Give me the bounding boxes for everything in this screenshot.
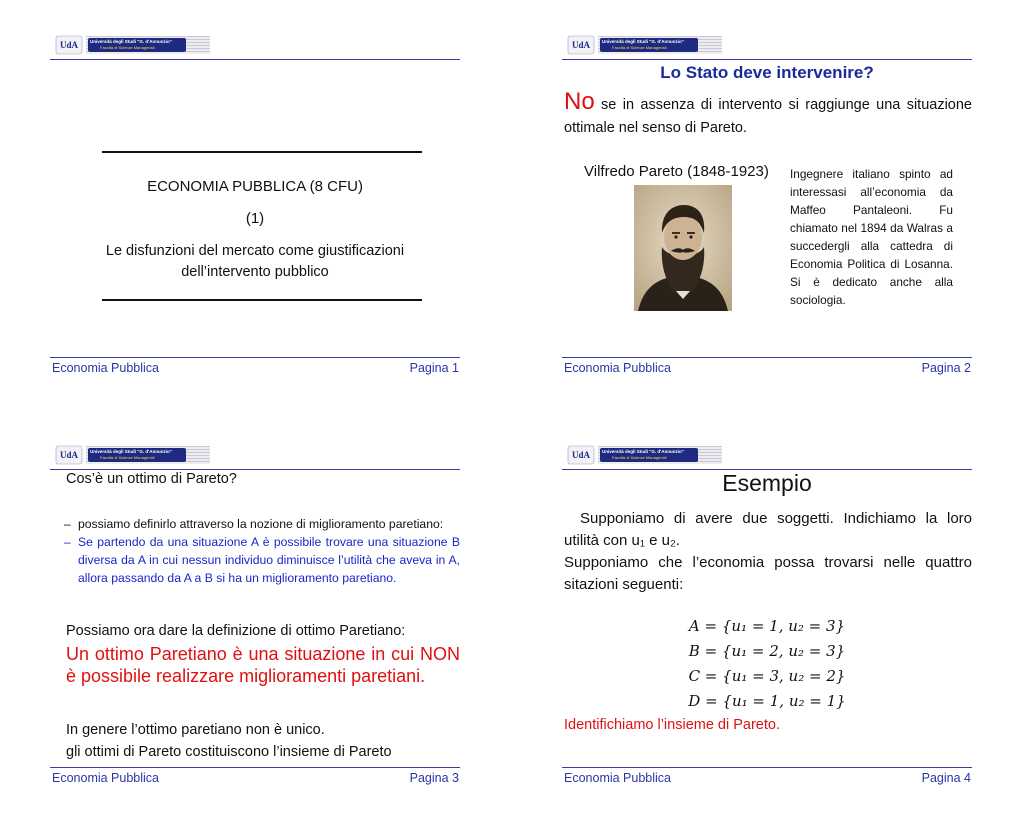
university-name: Università degli Studi "G. d'Annunzio" [90, 449, 172, 454]
equations-block [562, 614, 972, 714]
footer-page: Pagina 2 [921, 361, 971, 375]
footer-course: Economia Pubblica [564, 361, 672, 375]
university-header [562, 444, 722, 466]
list-item [64, 515, 460, 533]
course-title: ECONOMIA PUBBLICA (8 CFU) [147, 178, 363, 195]
dash-bullet: – [64, 517, 71, 531]
lecture-number: (1) [245, 210, 265, 227]
note-line-1: In genere l’ottimo paretiano non è unico. [66, 722, 325, 738]
example-text-1: Supponiamo di avere due soggetti. Indichiamo la loro utilità con u₁ e u₂. [564, 510, 972, 549]
intro-text: se in assenza di intervento si raggiunge una situazione ottimale nel senso di Pareto. [564, 97, 972, 136]
note-line-2: gli ottimi di Pareto costituiscono l’insieme di Pareto [66, 744, 392, 760]
no-word: No [564, 88, 595, 115]
university-header [50, 34, 210, 56]
example-paragraph [564, 508, 972, 596]
university-logo-icon [50, 444, 88, 466]
equation: B = {u₁ = 2, u₂ = 3} [688, 642, 846, 660]
university-banner [600, 38, 698, 52]
title-top-rule [102, 151, 422, 153]
slide-3 [50, 440, 460, 820]
university-banner [88, 38, 186, 52]
footer-course: Economia Pubblica [564, 771, 672, 785]
footer-page: Pagina 1 [409, 361, 459, 375]
bullet-text: possiamo definirlo attraverso la nozione di miglioramento paretiano: [78, 517, 444, 531]
list-item [64, 533, 460, 587]
footer-page: Pagina 4 [921, 771, 971, 785]
university-name: Università degli Studi "G. d'Annunzio" [602, 449, 684, 454]
slide-title: Esempio [722, 470, 812, 496]
faculty-name: Facoltà di Scienze Manageriali [100, 455, 155, 460]
footer-rule [50, 767, 460, 768]
intro-paragraph [564, 90, 972, 140]
example-text-2: Supponiamo che l’economia possa trovarsi nelle quattro sitazioni seguenti: [564, 554, 972, 593]
footer-rule [562, 767, 972, 768]
definition-intro: Possiamo ora dare la definizione di ottimo Paretiano: [66, 623, 406, 639]
svg-text:UdA: UdA [59, 40, 79, 50]
dash-bullet: – [64, 535, 71, 549]
faculty-name: Facoltà di Scienze Manageriali [612, 45, 667, 50]
slide-4 [562, 440, 972, 820]
university-name: Università degli Studi "G. d'Annunzio" [602, 39, 684, 44]
university-header [562, 34, 722, 56]
header-rule [50, 59, 460, 60]
university-logo-icon [562, 444, 600, 466]
lecture-subtitle-line2: dell’intervento pubblico [181, 264, 329, 280]
equation: C = {u₁ = 3, u₂ = 2} [688, 667, 846, 685]
person-name: Vilfredo Pareto (1848-1923) [584, 163, 769, 180]
header-rule [50, 469, 460, 470]
university-banner [600, 448, 698, 462]
footer-page: Pagina 3 [409, 771, 459, 785]
pareto-portrait-image [634, 185, 732, 311]
university-logo-icon [562, 34, 600, 56]
footer-course: Economia Pubblica [52, 771, 160, 785]
footer-course: Economia Pubblica [52, 361, 160, 375]
faculty-name: Facoltà di Scienze Manageriali [100, 45, 155, 50]
lecture-subtitle-line1: Le disfunzioni del mercato come giustificazioni [105, 243, 405, 259]
title-bottom-rule [102, 299, 422, 301]
footer-rule [562, 357, 972, 358]
slide-1 [50, 30, 460, 410]
svg-text:UdA: UdA [571, 40, 591, 50]
university-banner [88, 448, 186, 462]
question-heading: Cos’è un ottimo di Pareto? [66, 471, 237, 487]
university-header [50, 444, 210, 466]
bullet-list [64, 515, 460, 587]
equation: A = {u₁ = 1, u₂ = 3} [688, 617, 846, 635]
slide-2 [562, 30, 972, 410]
university-logo-icon [50, 34, 88, 56]
header-rule [562, 59, 972, 60]
conclusion-text: Identifichiamo l’insieme di Pareto. [564, 717, 780, 733]
bullet-text: Se partendo da una situazione A è possibile trovare una situazione B diversa da A in cui nessun individuo diminuisce l’utilità che aveva in A, allora passando da A a B si ha un miglioramento paretiano. [78, 535, 460, 585]
equation: D = {u₁ = 1, u₂ = 1} [688, 692, 846, 710]
svg-text:UdA: UdA [571, 450, 591, 460]
footer-rule [50, 357, 460, 358]
faculty-name: Facoltà di Scienze Manageriali [612, 455, 667, 460]
definition-text: Un ottimo Paretiano è una situazione in cui NON è possibile realizzare miglioramenti paretiani. [66, 644, 460, 686]
pareto-bio: Ingegnere italiano spinto ad interessasi all’economia da Maffeo Pantaleoni. Fu chiamato nel 1894 da Walras a succedergli alla cattedra di Economia Politica di Losanna. Si è dedicato anche alla sociologia. [790, 167, 953, 307]
university-name: Università degli Studi "G. d'Annunzio" [90, 39, 172, 44]
slide-title: Lo Stato deve intervenire? [660, 63, 874, 82]
svg-text:UdA: UdA [59, 450, 79, 460]
